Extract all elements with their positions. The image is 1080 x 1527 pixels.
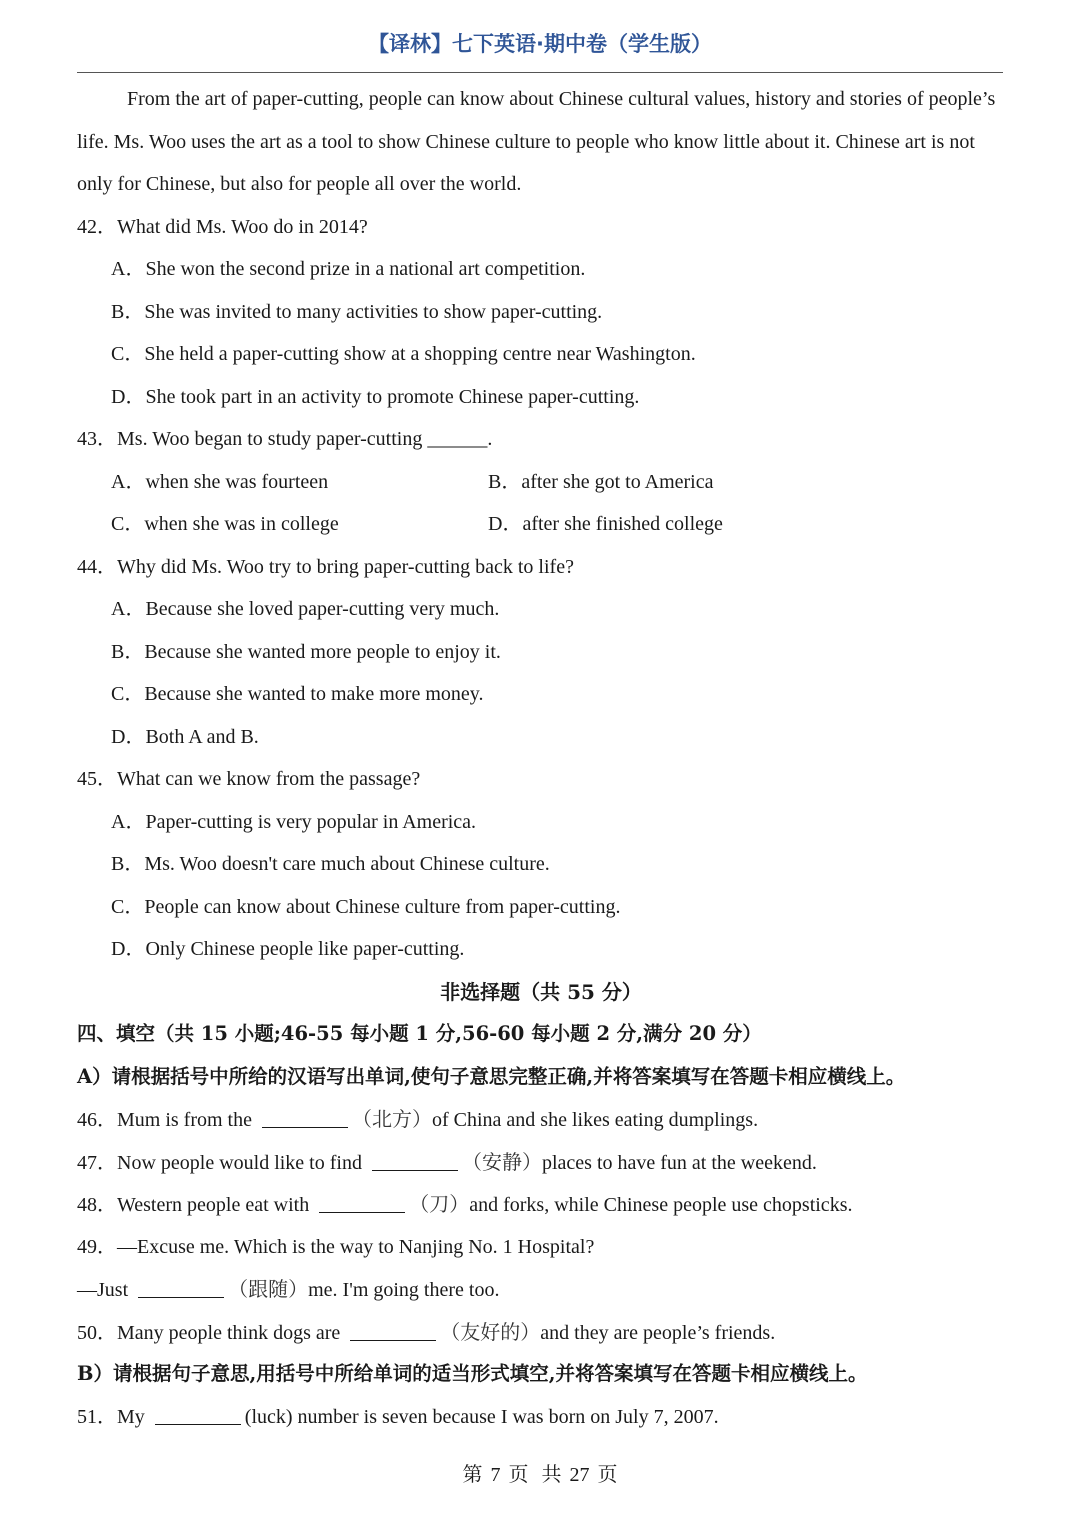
question-44-stem: 44．Why did Ms. Woo try to bring paper-cutting back to life?: [77, 555, 574, 578]
question-47-before: 47．Now people would like to find: [77, 1151, 362, 1174]
question-45-option-d: D．Only Chinese people like paper-cutting.: [111, 938, 465, 960]
question-45-option-b: B．Ms. Woo doesn't care much about Chinese culture.: [111, 853, 550, 875]
question-50-answer-blank[interactable]: [350, 1318, 436, 1341]
question-50: [77, 1311, 1005, 1354]
part-a-instruction: A）请根据括号中所给的汉语写出单词,使句子意思完整正确,并将答案填写在答题卡相应横线上。: [77, 1064, 906, 1088]
question-43-options-row-1: [77, 461, 1005, 504]
question-49-line-1: 49．—Excuse me. Which is the way to Nanjing No. 1 Hospital?: [77, 1235, 595, 1258]
question-44-option-d: D．Both A and B.: [111, 725, 259, 748]
question-43-option-d: D．after she finished college: [488, 513, 723, 535]
question-49-hint: （跟随）: [228, 1277, 309, 1301]
footer-total-word: 页: [597, 1464, 618, 1486]
section-4-title: 四、填空（共 15 小题;46-55 每小题 1 分,56-60 每小题 2 分,满分 20 分）: [77, 1022, 762, 1045]
question-42-option-c: C．She held a paper-cutting show at a shopping centre near Washington.: [111, 343, 696, 365]
question-49-line-2: [77, 1268, 1005, 1311]
question-49-before: —Just: [77, 1279, 129, 1301]
header-title: 【译林】七下英语·期中卷（学生版）: [368, 32, 712, 56]
question-44-option-c: C．Because she wanted to make more money.: [111, 683, 484, 705]
page-number: 7: [490, 1464, 501, 1486]
passage-end: From the art of paper-cutting, people can know about Chinese cultural values, history and stories of people’s life. Ms. Woo uses the art as a tool to show Chinese culture to people who know little about it. Chinese art is not only for Chinese, but also for people all over the world.: [77, 88, 996, 195]
question-46-after: of China and she likes eating dumplings.: [432, 1109, 759, 1131]
question-51-before: 51．My: [77, 1405, 145, 1428]
question-42-option-d: D．She took part in an activity to promote Chinese paper-cutting.: [111, 385, 640, 408]
total-pages: 27: [569, 1464, 590, 1486]
question-45-option-a: A．Paper-cutting is very popular in America.: [111, 810, 477, 833]
question-48-after: and forks, while Chinese people use chopsticks.: [469, 1194, 853, 1216]
question-42-option-b: B．She was invited to many activities to show paper-cutting.: [111, 300, 603, 323]
question-47-after: places to have fun at the weekend.: [541, 1151, 817, 1174]
question-46-answer-blank[interactable]: [262, 1105, 348, 1128]
question-43-option-c: C．when she was in college: [111, 513, 339, 535]
question-51-after: (luck) number is seven because I was born on July 7, 2007.: [244, 1405, 719, 1428]
question-50-before: 50．Many people think dogs are: [77, 1321, 341, 1344]
question-43-options-row-2: [77, 503, 1005, 546]
question-45-stem: 45．What can we know from the passage?: [77, 768, 421, 790]
question-44-option-b: B．Because she wanted more people to enjoy it.: [111, 640, 501, 663]
header-divider: [77, 72, 1003, 73]
question-44-option-a: A．Because she loved paper-cutting very much.: [111, 598, 500, 620]
question-49-after: me. I'm going there too.: [308, 1279, 500, 1301]
question-43-option-a: A．when she was fourteen: [111, 470, 329, 493]
question-47-hint: （安静）: [461, 1149, 542, 1174]
question-48: [77, 1183, 1005, 1226]
question-51: [77, 1396, 1005, 1439]
page-content: [77, 78, 1005, 1438]
question-47-answer-blank[interactable]: [372, 1148, 458, 1171]
question-48-hint: （刀）: [409, 1192, 470, 1216]
question-51-answer-blank[interactable]: [155, 1402, 241, 1425]
question-48-before: 48．Western people eat with: [77, 1194, 310, 1216]
footer-prefix: 第: [462, 1464, 483, 1486]
footer-page-word: 页: [508, 1464, 529, 1486]
question-43-stem: 43．Ms. Woo began to study paper-cutting ______.: [77, 428, 493, 450]
question-50-after: and they are people’s friends.: [540, 1321, 776, 1344]
question-49-answer-blank[interactable]: [138, 1275, 224, 1298]
question-48-answer-blank[interactable]: [319, 1190, 405, 1213]
question-42-option-a: A．She won the second prize in a national art competition.: [111, 258, 586, 280]
footer-total-prefix: 共: [541, 1464, 562, 1486]
question-46-hint: （北方）: [352, 1107, 432, 1131]
question-43-option-b: B．after she got to America: [488, 470, 714, 493]
question-47: [77, 1141, 1005, 1184]
question-46-before: 46．Mum is from the: [77, 1109, 252, 1131]
part-b-instruction: B）请根据句子意思,用括号中所给单词的适当形式填空,并将答案填写在答题卡相应横线上。: [77, 1362, 868, 1385]
page-footer: [0, 1458, 1080, 1487]
page-header: [0, 28, 1080, 58]
question-45-option-c: C．People can know about Chinese culture from paper-cutting.: [111, 895, 621, 918]
question-42-stem: 42．What did Ms. Woo do in 2014?: [77, 215, 368, 238]
section-heading-nonchoice: 非选择题（共 55 分）: [440, 979, 642, 1004]
question-46: [77, 1098, 1005, 1141]
question-50-hint: （友好的）: [440, 1319, 541, 1344]
